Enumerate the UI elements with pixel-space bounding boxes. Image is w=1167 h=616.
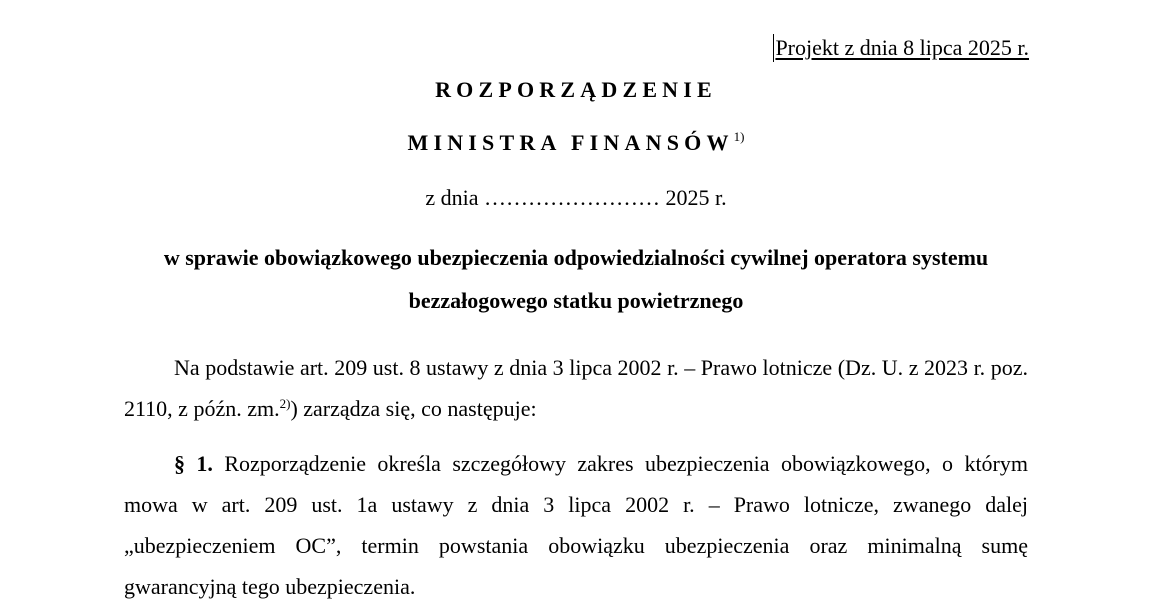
section-1-paragraph — [124, 443, 1028, 607]
footnote-marker-1: 1) — [733, 129, 745, 144]
legal-basis-text: Na podstawie art. 209 ust. 8 ustawy z dnia 3 lipca 2002 r. – Prawo lotnicze (Dz. U. z 2023 r. poz. 2110, z późn. zm. — [124, 355, 1028, 421]
issuing-authority-text: MINISTRA FINANSÓW — [407, 130, 734, 155]
section-1-text: Rozporządzenie określa szczegółowy zakres ubezpieczenia obowiązkowego, o którym mowa w art. 209 ust. 1a ustawy z dnia 3 lipca 2002 r. – Prawo lotnicze, zwanego dalej „ubezpieczeniem OC”, termin powstania obowiązku ubezpieczenia oraz minimalną sumę gwarancyjną tego ubezpieczenia. — [124, 451, 1028, 599]
document-type-title: ROZPORZĄDZENIE — [435, 77, 717, 102]
issue-date-line: z dnia …………………… 2025 r. — [425, 185, 727, 210]
section-1-mark: § 1. — [174, 451, 213, 476]
footnote-marker-2: 2) — [279, 396, 291, 411]
draft-date-header: Projekt z dnia 8 lipca 2025 r. — [775, 35, 1029, 60]
legal-basis-text-end: ) zarządza się, co następuje: — [290, 396, 537, 421]
regulation-subject: w sprawie obowiązkowego ubezpieczenia odpowiedzialności cywilnej operatora systemu bezzałogowego statku powietrznego — [163, 245, 989, 313]
issuing-authority-title — [0, 129, 1152, 157]
legal-basis-paragraph — [124, 347, 1028, 429]
